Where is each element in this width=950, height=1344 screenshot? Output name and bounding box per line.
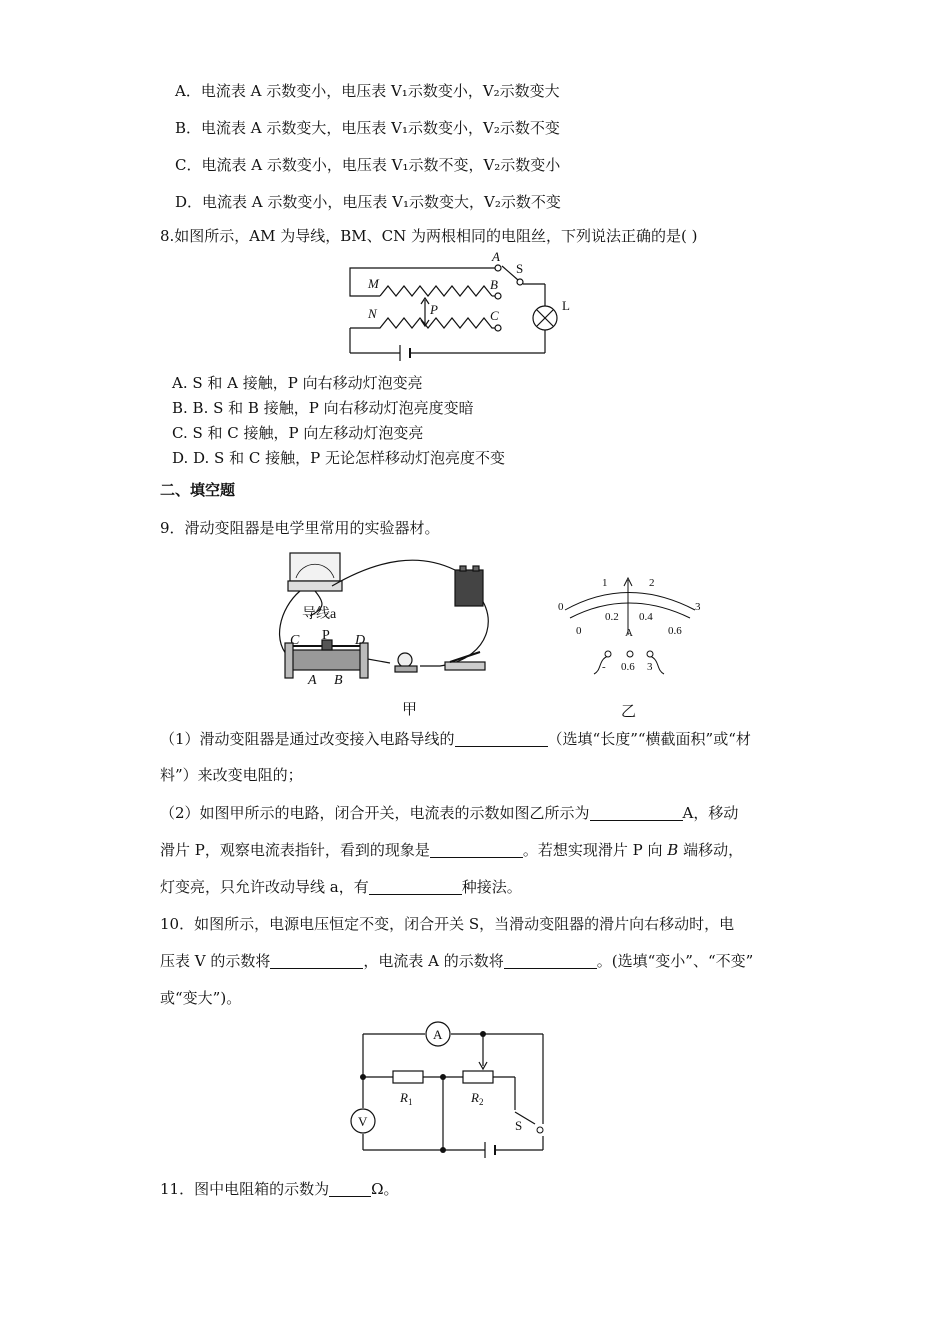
q9-p2-text-e: B (667, 841, 679, 859)
label-M: M (368, 276, 379, 291)
q9-p2-text-g: 灯变亮，只允许改动导线 a，有 (160, 878, 369, 896)
section-title: 二、填空题 (160, 481, 236, 499)
label-C: C (290, 633, 300, 648)
unit-A: A (625, 627, 633, 639)
tick-bot-06: 0.6 (668, 625, 682, 637)
q9-p1-line2: 料”）来改变电阻的； (160, 766, 303, 784)
q8-option-c: C. S 和 C 接触，P 向左移动灯泡变亮 (172, 424, 424, 442)
q8-option-d: D. D. S 和 C 接触，P 无论怎样移动灯泡亮度不变 (172, 449, 505, 467)
label-P: P (322, 628, 330, 643)
q10-circuit-diagram (345, 1022, 555, 1164)
q9-p2-line3 (160, 876, 522, 898)
q9-p2-text-c: 滑片 P，观察电流表指针，看到的现象是 (160, 841, 430, 859)
tick-bot-04: 0.4 (639, 611, 653, 623)
q7-option-d: D．电流表 A 示数变小，电压表 V₁示数变大，V₂示数不变 (175, 193, 561, 211)
label-D: D (355, 633, 366, 648)
q9-blank-4[interactable] (369, 878, 462, 895)
tick-top-3: 3 (695, 601, 701, 613)
q9-p2-text-b: A，移动 (682, 804, 739, 822)
tick-top-1: 1 (602, 577, 608, 589)
label-B: B (490, 277, 498, 292)
terminal-3: 3 (647, 661, 653, 673)
q10-line3: 或“变大”)。 (160, 989, 242, 1007)
q10-line2 (160, 950, 753, 972)
q10-blank-1[interactable] (270, 952, 363, 969)
q9-blank-1[interactable] (455, 730, 548, 747)
wire-a-label: 导线a (302, 607, 337, 622)
q9-blank-3[interactable] (430, 841, 523, 858)
label-P: P (430, 302, 438, 317)
q9-p2-text-f: 端移动， (678, 841, 744, 859)
label-S: S (516, 261, 524, 276)
q9-p1-text-a: （1）滑动变阻器是通过改变接入电路导线的 (160, 730, 455, 748)
caption-yi: 乙 (621, 704, 637, 720)
q10-text-b: ，电流表 A 的示数将 (363, 952, 504, 970)
q7-option-c: C．电流表 A 示数变小，电压表 V₁示数不变，V₂示数变小 (175, 156, 561, 174)
label-A: A (308, 673, 317, 688)
terminal-06: 0.6 (621, 661, 635, 673)
label-A: A (492, 249, 500, 264)
r2-label: $R_2$ (471, 1090, 484, 1107)
ammeter-label: A (433, 1027, 443, 1042)
voltmeter-label: V (358, 1114, 368, 1129)
q11-line (160, 1178, 399, 1200)
label-C: C (490, 308, 499, 323)
q10-text-a: 压表 V 的示数将 (160, 952, 271, 970)
label-N: N (368, 306, 377, 321)
q11-blank[interactable] (329, 1180, 371, 1197)
q9-stem: 9．滑动变阻器是电学里常用的实验器材。 (160, 519, 440, 537)
q9-p1-line1 (160, 728, 751, 750)
q9-blank-2[interactable] (590, 804, 683, 821)
q9-figure-yi (550, 570, 720, 720)
label-B: B (334, 673, 343, 688)
q8-option-a: A. S 和 A 接触，P 向右移动灯泡变亮 (172, 374, 423, 392)
q9-p2-line2 (160, 839, 743, 861)
tick-top-0: 0 (558, 601, 564, 613)
q8-circuit-diagram (340, 248, 590, 368)
q9-p2-text-h: 种接法。 (461, 878, 522, 896)
terminal-minus: - (602, 661, 606, 673)
q10-text-c: 。(选填“变小”、“不变” (596, 952, 754, 970)
q11-text-a: 11．图中电阻箱的示数为 (160, 1180, 330, 1198)
q8-stem: 8.如图所示，AM 为导线，BM、CN 为两根相同的电阻丝，下列说法正确的是( ) (160, 227, 698, 245)
r1-label: $R_1$ (400, 1090, 413, 1107)
tick-bot-02: 0.2 (605, 611, 619, 623)
q8-option-b: B. B. S 和 B 接触，P 向右移动灯泡亮度变暗 (172, 399, 474, 417)
q9-figure-jia (270, 548, 510, 718)
tick-top-2: 2 (649, 577, 655, 589)
q11-text-b: Ω。 (371, 1180, 399, 1198)
q9-p1-text-b: （选填“长度”“横截面积”或“材 (547, 730, 751, 748)
q9-p2-text-d: 。若想实现滑片 P 向 (522, 841, 668, 859)
tick-bot-0: 0 (576, 625, 582, 637)
q9-p2-line1 (160, 802, 738, 824)
q7-option-b: B．电流表 A 示数变大，电压表 V₁示数变小，V₂示数不变 (175, 119, 560, 137)
caption-jia: 甲 (402, 702, 418, 718)
q10-line1: 10．如图所示，电源电压恒定不变，闭合开关 S，当滑动变阻器的滑片向右移动时，电 (160, 915, 735, 933)
switch-label: S (515, 1118, 523, 1133)
label-L: L (562, 298, 570, 313)
q10-blank-2[interactable] (504, 952, 597, 969)
q9-p2-text-a: （2）如图甲所示的电路，闭合开关，电流表的示数如图乙所示为 (160, 804, 590, 822)
q7-option-a: A．电流表 A 示数变小，电压表 V₁示数变小，V₂示数变大 (175, 82, 560, 100)
